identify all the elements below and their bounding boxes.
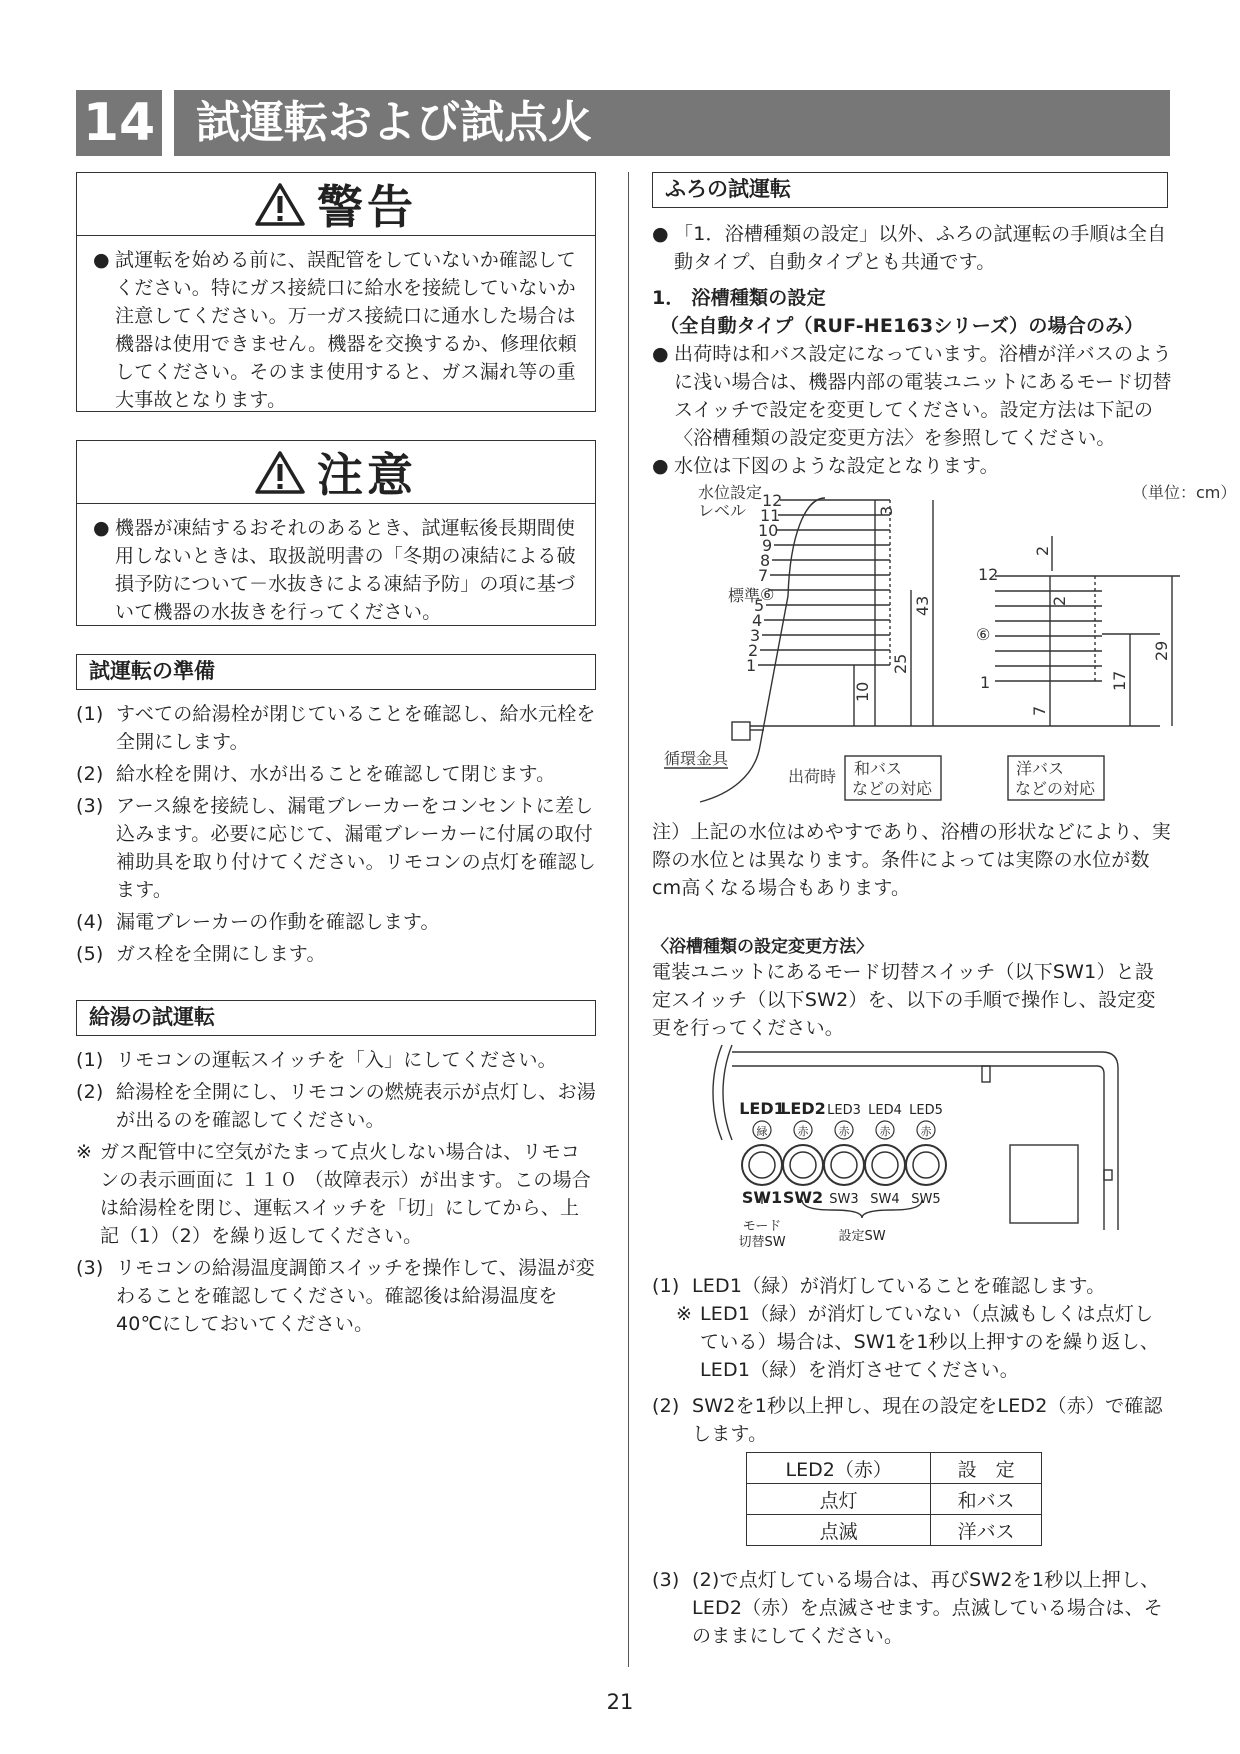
page-title: 試運転および試点火 [174, 90, 1170, 156]
level-2: 2 [748, 641, 759, 660]
item-mark: (1) [652, 1275, 680, 1297]
item-text: 給水栓を開け、水が出ることを確認して閉じます。 [116, 763, 556, 785]
caution-triangle-icon [255, 450, 305, 494]
item-mark: (2) [76, 1081, 104, 1103]
right-level-6: ⑥ [976, 625, 991, 644]
change-title: 〈浴槽種類の設定変更方法〉 [652, 937, 873, 957]
bath-sub-title: 1． 浴槽種類の設定 [652, 287, 826, 309]
led4-color: 赤 [879, 1125, 891, 1138]
table-header: LED2（赤） [747, 1453, 931, 1484]
bath-bullet-2: 水位は下図のような設定となります。 [674, 455, 999, 477]
hotwater-section-title: 給湯の試運転 [76, 1000, 596, 1036]
level-11: 11 [760, 506, 781, 525]
item-text: ガス配管中に空気がたまって点火しない場合は、リモコンの表示画面に １１０ （故障表示）が出ます。この場合は給湯栓を閉じ、運転スイッチを「切」にしてから、上記（1）（2）を繰り返してください。 [100, 1141, 591, 1247]
sw1-label: SW1 [741, 1188, 783, 1207]
item-mark: (1) [76, 1049, 104, 1071]
prep-section-title: 試運転の準備 [76, 654, 596, 690]
yo-box-line-1: 洋バス [1016, 759, 1065, 778]
table-row [747, 1515, 1042, 1546]
table-header: 設 定 [931, 1453, 1042, 1484]
table-cell: 点滅 [747, 1515, 931, 1546]
table-header-row [747, 1453, 1042, 1484]
bullet-icon: ● [652, 223, 669, 245]
led4-label: LED4 [868, 1103, 902, 1118]
table-cell: 点灯 [747, 1484, 931, 1515]
list-item [76, 908, 596, 936]
led3-label: LED3 [827, 1103, 861, 1118]
led5-label: LED5 [909, 1103, 943, 1118]
mode-label-1: モード [742, 1219, 782, 1234]
fitting-label: 循環金具 [664, 749, 729, 768]
level-7: 7 [758, 566, 769, 585]
led5-color: 赤 [920, 1125, 932, 1138]
item-mark: (3) [76, 1257, 104, 1279]
item-mark: (4) [76, 911, 104, 933]
item-mark: (2) [652, 1395, 680, 1417]
level-1: 1 [746, 656, 757, 675]
prep-list [76, 700, 596, 968]
right-dim-17: 17 [1110, 670, 1129, 691]
bath-note: 注）上記の水位はめやすであり、浴槽の形状などにより、実際の水位とは異なります。条件によっては実際の水位が数cm高くなる場合もあります。 [652, 821, 1171, 899]
left-spacing: 3 [877, 505, 896, 516]
bath-intro-block [652, 220, 1172, 480]
section-number: 14 [76, 90, 162, 156]
list-item [652, 1272, 1172, 1300]
sw5-label: SW5 [911, 1192, 941, 1207]
led2-setting-table [746, 1452, 1042, 1546]
table-row [747, 1484, 1042, 1515]
bullet-icon: ● [652, 343, 669, 365]
bullet-icon: ● [652, 455, 669, 477]
bath-bullet-1: 出荷時は和バス設定になっています。浴槽が洋バスのように浅い場合は、機器内部の電装ユニットにあるモード切替スイッチで設定を変更してください。設定方法は下記の〈浴槽種類の設定変更方法〉を参照してください。 [674, 343, 1172, 449]
sw4-label: SW4 [870, 1192, 900, 1207]
bath-section-title: ふろの試運転 [652, 172, 1168, 208]
mode-label-2: 切替SW [738, 1235, 786, 1250]
item-mark: (5) [76, 943, 104, 965]
right-bottom-dim: 7 [1030, 705, 1049, 716]
list-item [76, 1078, 596, 1134]
caution-label: 注意 [317, 448, 417, 502]
list-item [76, 792, 596, 904]
bullet-icon: ● [93, 517, 110, 539]
standard-six-mark: ⑥ [760, 585, 775, 604]
table-cell: 和バス [931, 1484, 1042, 1515]
caution-header [77, 441, 595, 504]
column-divider [628, 172, 629, 1667]
item-text: ガス栓を全開にします。 [116, 943, 326, 965]
item-mark: ※ [76, 1141, 93, 1163]
item-text: すべての給湯栓が閉じていることを確認し、給水元栓を全開にします。 [116, 703, 596, 753]
led1-label: LED1 [739, 1099, 785, 1118]
warning-box [76, 172, 596, 412]
bath-sub-note: （全自動タイプ（RUF-HE163シリーズ）の場合のみ） [660, 315, 1144, 337]
bullet-icon: ● [93, 249, 110, 271]
electrical-unit-diagram [712, 1040, 1172, 1260]
warning-triangle-icon [255, 182, 305, 226]
right-top-dim: 2 [1033, 545, 1052, 556]
level-5: 5 [754, 596, 765, 615]
item-text: 給湯栓を全開にし、リモコンの燃焼表示が点灯し、お湯が出るのを確認してください。 [116, 1081, 597, 1131]
warning-label: 警告 [317, 180, 417, 234]
bath-intro: 「1．浴槽種類の設定」以外、ふろの試運転の手順は全自動タイプ、自動タイプとも共通です。 [674, 223, 1167, 273]
item-text: SW2を1秒以上押し、現在の設定をLED2（赤）で確認します。 [692, 1395, 1163, 1445]
item-text: リモコンの給湯温度調節スイッチを操作して、湯温が変わることを確認してください。確認後は給湯温度を40℃にしておいてください。 [116, 1257, 595, 1335]
level-10: 10 [758, 521, 779, 540]
list-item [76, 760, 596, 788]
right-dim-29: 29 [1152, 640, 1171, 661]
sw2-label: SW2 [782, 1188, 824, 1207]
warning-header [77, 173, 595, 236]
page-number: 21 [606, 1690, 634, 1714]
caution-box [76, 440, 596, 626]
right-spacing: 2 [1050, 595, 1069, 606]
wa-box-line-2: などの対応 [852, 779, 933, 798]
item-text: アース線を接続し、漏電ブレーカーをコンセントに差し込みます。必要に応じて、漏電ブレーカーに付属の取付補助具を取り付けてください。リモコンの点灯を確認します。 [116, 795, 597, 901]
item-text: LED1（緑）が消灯していることを確認します。 [692, 1275, 1106, 1297]
wa-box-line-1: 和バス [854, 759, 903, 778]
list-item [76, 700, 596, 756]
level-9: 9 [762, 536, 773, 555]
standard-label: 標準 [728, 586, 761, 605]
led2-label: LED2 [780, 1099, 826, 1118]
unit-label: （単位：cm） [1132, 483, 1237, 502]
led2-color: 赤 [797, 1125, 809, 1138]
water-level-diagram [640, 476, 1237, 812]
list-item [76, 1254, 596, 1338]
list-item [652, 1566, 1172, 1650]
caution-text: 機器が凍結するおそれのあるとき、試運転後長期間使用しないときは、取扱説明書の「冬期の凍結による破損予防について－水抜きによる凍結予防」の項に基づいて機器の水抜きを行ってください。 [115, 517, 576, 623]
step3-block [652, 1566, 1172, 1650]
level-8: 8 [760, 551, 771, 570]
right-level-12: 12 [978, 565, 999, 584]
item-mark: (1) [76, 703, 104, 725]
level-label-2: レベル [698, 501, 747, 520]
list-item [652, 1300, 1172, 1384]
change-text: 電装ユニットにあるモード切替スイッチ（以下SW1）と設定スイッチ（以下SW2）を、以下の手順で操作し、設定変更を行ってください。 [652, 961, 1156, 1039]
item-text: LED1（緑）が消灯していない（点滅もしくは点灯している）場合は、SW1を1秒以上押すのを繰り返し、LED1（緑）を消灯させてください。 [700, 1303, 1160, 1381]
list-item [652, 1392, 1172, 1448]
right-level-1: 1 [980, 673, 991, 692]
left-dim-25: 25 [891, 653, 910, 674]
list-item [76, 1046, 596, 1074]
led1-color: 緑 [756, 1125, 768, 1138]
item-mark: (2) [76, 763, 104, 785]
yo-box-line-2: などの対応 [1015, 779, 1096, 798]
warning-text: 試運転を始める前に、誤配管をしていないか確認してください。特にガス接続口に給水を接続していないか注意してください。万一ガス接続口に通水した場合は機器は使用できません。機器を交換するか、修理依頼してください。そのまま使用すると、ガス漏れ等の重大事故となります。 [115, 249, 577, 411]
list-item [76, 1138, 596, 1250]
item-mark: ※ [676, 1303, 693, 1325]
table-cell: 洋バス [931, 1515, 1042, 1546]
shipping-label: 出荷時 [788, 767, 837, 786]
hotwater-list [76, 1046, 596, 1338]
item-mark: (3) [652, 1569, 680, 1591]
sw3-label: SW3 [829, 1192, 859, 1207]
left-bottom-dim: 10 [853, 681, 872, 702]
level-3: 3 [750, 626, 761, 645]
item-text: 漏電ブレーカーの作動を確認します。 [116, 911, 440, 933]
item-text: リモコンの運転スイッチを「入」にしてください。 [116, 1049, 557, 1071]
level-12: 12 [762, 491, 783, 510]
list-item [76, 940, 596, 968]
level-label-1: 水位設定 [698, 483, 763, 502]
led3-color: 赤 [838, 1125, 850, 1138]
setting-sw-label: 設定SW [838, 1229, 886, 1244]
left-dim-43: 43 [913, 595, 932, 616]
level-4: 4 [752, 611, 763, 630]
item-text: (2)で点灯している場合は、再びSW2を1秒以上押し、LED2（赤）を点滅させます。点滅している場合は、そのままにしてください。 [692, 1569, 1163, 1647]
item-mark: (3) [76, 795, 104, 817]
steps-block [652, 1272, 1172, 1448]
